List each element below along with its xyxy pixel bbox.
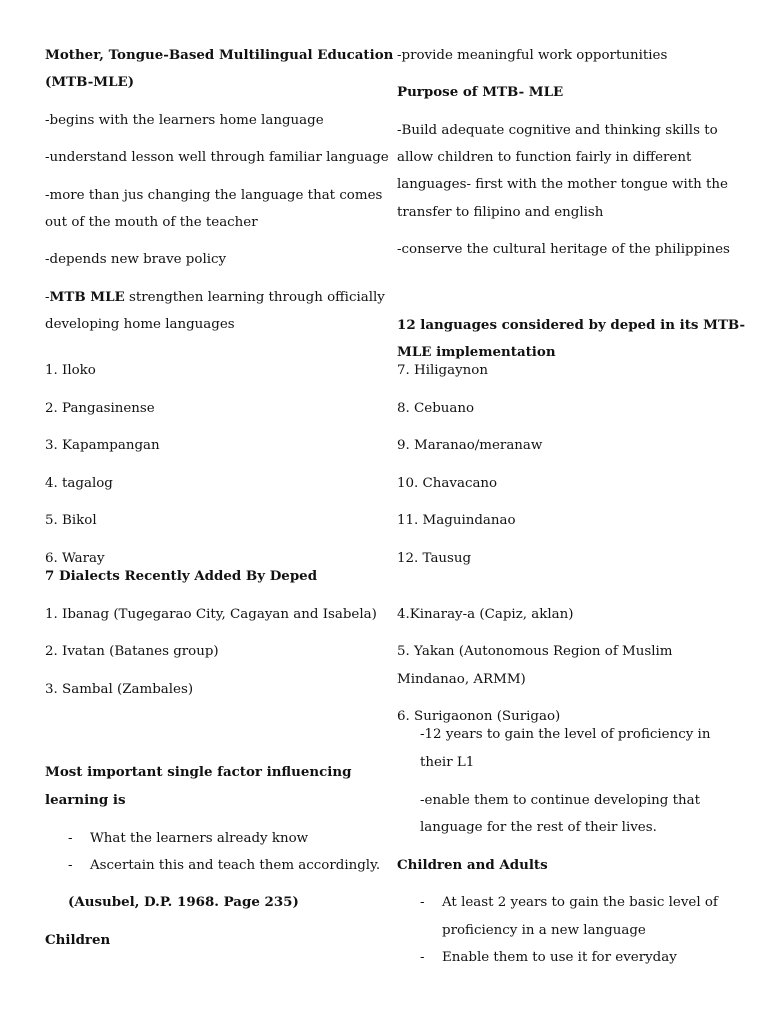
purpose-heading: Purpose of MTB- MLE xyxy=(397,84,564,100)
language-item: 12. Tausug xyxy=(397,551,472,566)
children-adults-bullet-line2: proficiency in a new language xyxy=(442,923,646,938)
mtb-mle-bold-term: MTB MLE xyxy=(49,289,125,305)
intro-point-familiar-language: -understand lesson well through familiar language xyxy=(45,150,389,165)
language-item: 3. Kapampangan xyxy=(45,438,160,453)
language-item: 8. Cebuano xyxy=(397,401,475,416)
mtb-mle-heading-line1: Mother, Tongue-Based Multilingual Education xyxy=(45,47,394,63)
language-item: 11. Maguindanao xyxy=(397,513,516,528)
dialect-item: 6. Surigaonon (Surigao) xyxy=(397,709,561,724)
dialect-item: 3. Sambal (Zambales) xyxy=(45,682,194,697)
purpose-point-heritage: -conserve the cultural heritage of the philippines xyxy=(397,242,730,257)
dialect-item: 1. Ibanag (Tugegarao City, Cagayan and Isabela) xyxy=(45,607,377,622)
intro-point-strengthen-learning-line2: developing home languages xyxy=(45,317,235,332)
intro-point-more-than-language-line2: out of the mouth of the teacher xyxy=(45,215,258,230)
language-item: 1. Iloko xyxy=(45,363,96,378)
children-adults-bullet2-line1: Enable them to use it for everyday xyxy=(442,950,677,965)
factor-heading-line2: learning is xyxy=(45,792,126,808)
twelve-languages-heading-line1: 12 languages considered by deped in its MTB- xyxy=(397,317,746,333)
bullet-dash: - xyxy=(420,895,425,910)
dialect-item: 4.Kinaray-a (Capiz, aklan) xyxy=(397,607,574,622)
purpose-point-line1: -Build adequate cognitive and thinking skills to xyxy=(397,123,718,138)
proficiency-point-line2: their L1 xyxy=(420,755,475,770)
children-heading: Children xyxy=(45,932,111,948)
intro-point-brave-policy: -depends new brave policy xyxy=(45,252,227,267)
proficiency-point-line1: -12 years to gain the level of proficiency in xyxy=(420,727,711,742)
twelve-languages-heading-line2: MLE implementation xyxy=(397,344,556,360)
intro-point-strengthen-learning: -MTB MLE strengthen learning through officially xyxy=(45,289,385,305)
bullet-dash: - xyxy=(420,950,425,965)
language-item: 5. Bikol xyxy=(45,513,97,528)
proficiency-point2-line2: language for the rest of their lives. xyxy=(420,820,657,835)
dialect-item: 2. Ivatan (Batanes group) xyxy=(45,644,219,659)
dialect-item-line2: Mindanao, ARMM) xyxy=(397,672,526,687)
language-item: 9. Maranao/meranaw xyxy=(397,438,543,453)
dialect-item-line1: 5. Yakan (Autonomous Region of Muslim xyxy=(397,644,673,659)
bullet-dash: - xyxy=(68,831,73,846)
citation: (Ausubel, D.P. 1968. Page 235) xyxy=(68,894,299,910)
children-adults-bullet-line1: At least 2 years to gain the basic level of xyxy=(442,895,718,910)
bullet-dash: - xyxy=(68,858,73,873)
language-item: 6. Waray xyxy=(45,551,105,566)
language-item: 7. Hiligaynon xyxy=(397,363,488,378)
intro-point-more-than-language-line1: -more than jus changing the language that comes xyxy=(45,188,383,203)
purpose-point-line4: transfer to filipino and english xyxy=(397,205,604,220)
purpose-point-line2: allow children to function fairly in different xyxy=(397,150,692,165)
factor-bullet: Ascertain this and teach them accordingly. xyxy=(90,858,381,873)
intro-point-home-language: -begins with the learners home language xyxy=(45,113,324,128)
language-item: 10. Chavacano xyxy=(397,476,498,491)
language-item: 4. tagalog xyxy=(45,476,113,491)
children-adults-heading: Children and Adults xyxy=(397,857,548,873)
factor-heading-line1: Most important single factor influencing xyxy=(45,764,352,780)
purpose-point-line3: languages- first with the mother tongue with the xyxy=(397,177,728,192)
language-item: 2. Pangasinense xyxy=(45,401,155,416)
mtb-mle-heading-line2: (MTB-MLE) xyxy=(45,74,135,90)
proficiency-point2-line1: -enable them to continue developing that xyxy=(420,793,700,808)
work-opportunities-point: -provide meaningful work opportunities xyxy=(397,48,668,63)
dialects-heading: 7 Dialects Recently Added By Deped xyxy=(45,568,318,584)
factor-bullet: What the learners already know xyxy=(90,831,309,846)
